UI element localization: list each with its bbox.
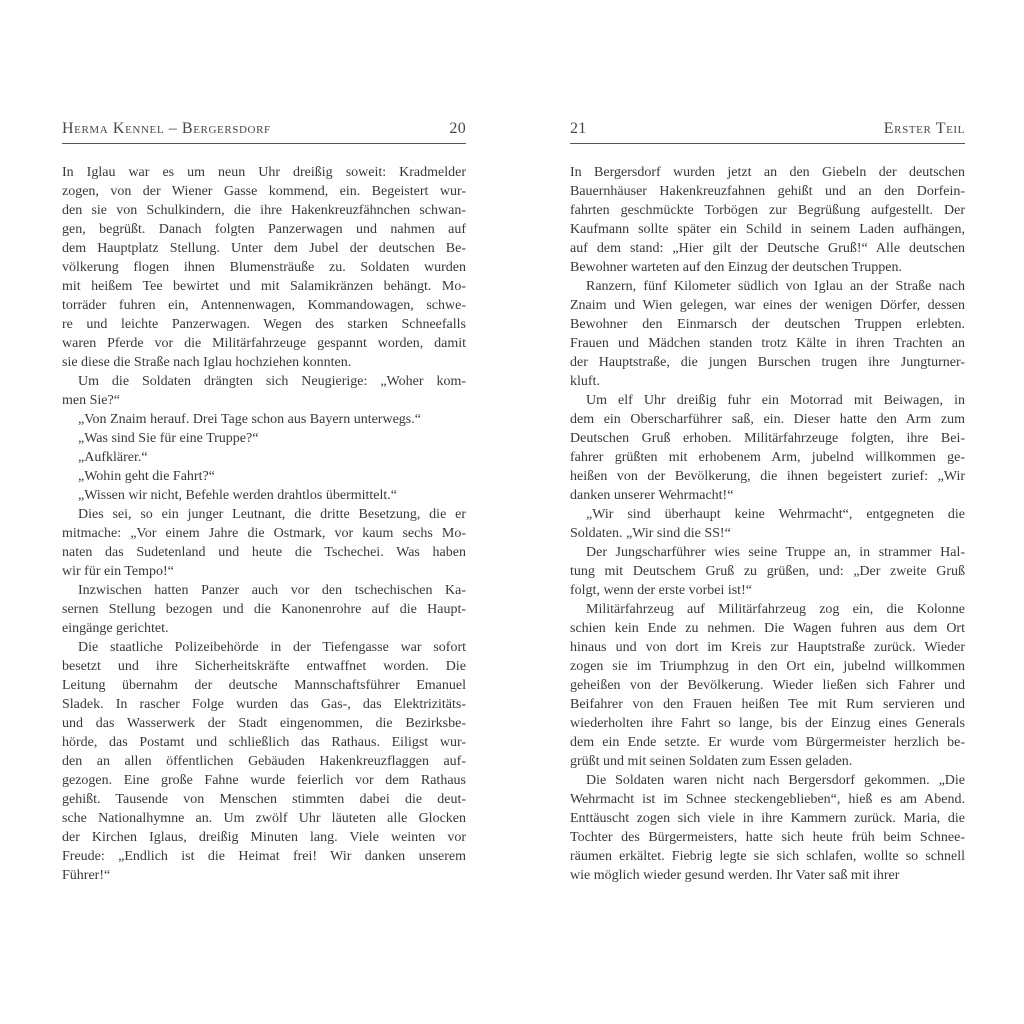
text-line: den sie von Schulkindern, die ihre Hakenkreuzfähnchen schwan-	[62, 203, 466, 218]
text-line: Soldaten. „Wir sind die SS!“	[570, 526, 731, 541]
text-line: Enttäuscht zogen sich viele in ihre Kammern zurück. Maria, die	[570, 811, 965, 826]
text-line: gezogen. Eine große Fahne wurde feierlich vor dem Rathaus	[62, 773, 466, 788]
text-line: Ranzern, fünf Kilometer südlich von Iglau an der Straße nach	[586, 279, 965, 294]
text-line: „Wir sind überhaupt keine Wehrmacht“, entgegneten die	[586, 507, 965, 522]
text-line: völkerung flogen ihnen Blumensträuße zu. Soldaten wurden	[62, 260, 466, 275]
page-number-right: 21	[570, 120, 587, 137]
text-line: Inzwischen hatten Panzer auch vor den tschechischen Ka-	[78, 583, 466, 598]
text-line: Deutschen Gruß erhoben. Militärfahrzeuge folgten, ihre Bei-	[570, 431, 965, 446]
text-line: Der Jungscharführer wies seine Truppe an, in strammer Hal-	[586, 545, 965, 560]
text-line: den an allen öffentlichen Gebäuden Hakenkreuzflaggen auf-	[62, 754, 466, 769]
page-number-left: 20	[449, 120, 466, 137]
text-line: auf dem stand: „Hier gilt der Deutsche Gruß!“ Alle deutschen	[570, 241, 965, 256]
text-line: dem Hauptplatz Stellung. Unter dem Jubel der deutschen Be-	[62, 241, 466, 256]
text-line: gehißt. Tausende von Menschen stimmten dabei die deut-	[62, 792, 466, 807]
text-line: geheißen von der Bevölkerung. Wieder ließen sich Fahrer und	[570, 678, 965, 693]
text-line: Militärfahrzeug auf Militärfahrzeug zog ein, die Kolonne	[586, 602, 965, 617]
text-line: „Wohin geht die Fahrt?“	[78, 469, 215, 484]
text-line: fahrten geschmückte Torbögen zur Begrüßung aufgestellt. Der	[570, 203, 965, 218]
text-line: hinaus und von dort im Kreis zur Hauptstraße zurück. Wieder	[570, 640, 965, 655]
text-line: räumen erkältet. Fiebrig legte sie sich schlafen, wollte so schnell	[570, 849, 965, 864]
text-line: men Sie?“	[62, 393, 120, 408]
text-line: schien kein Ende zu nehmen. Die Wagen fuhren aus dem Ort	[570, 621, 965, 636]
text-line: mit heißem Tee bewirtet und mit Salamikränzen behängt. Mo-	[62, 279, 466, 294]
text-line: Führer!“	[62, 868, 111, 883]
text-line: dem ein Oberscharführer saß, ein. Dieser hatte den Arm zum	[570, 412, 965, 427]
text-line: besetzt und ihre Sicherheitskräfte entwaffnet worden. Die	[62, 659, 466, 674]
text-line: danken unserer Wehrmacht!“	[570, 488, 734, 503]
running-header-left	[62, 120, 466, 138]
text-line: Frauen und Mädchen standen trotz Kälte in ihren Trachten an	[570, 336, 965, 351]
text-line: folgt, wenn der erste vorbei ist!“	[570, 583, 752, 598]
text-line: zogen, von der Wiener Gasse kommend, ein. Begeistert wur-	[62, 184, 466, 199]
text-line: Die Soldaten waren nicht nach Bergersdorf gekommen. „Die	[586, 773, 965, 788]
text-line: Tochter des Bürgermeisters, hatte sich heute früh beim Schnee-	[570, 830, 965, 845]
text-line: torräder fuhren ein, Antennenwagen, Kommandowagen, schwe-	[62, 298, 466, 313]
text-line: Znaim und Wien gelegen, war eines der wenigen Dörfer, dessen	[570, 298, 965, 313]
text-line: „Was sind Sie für eine Truppe?“	[78, 431, 259, 446]
text-line: gen, begrüßt. Danach folgten Panzerwagen und nahmen auf	[62, 222, 466, 237]
text-line: Bauernhäuser Hakenkreuzfahnen gehißt und an den Dorfein-	[570, 184, 965, 199]
text-line: und das Wasserwerk der Stadt eingenommen, die Bezirksbe-	[62, 716, 466, 731]
running-header-right	[570, 120, 965, 138]
text-line: wiederholten ihre Fahrt so lange, bis der Einzug eines Generals	[570, 716, 965, 731]
text-line: Sladek. In rascher Folge wurden das Gas-, das Elektrizitäts-	[62, 697, 466, 712]
text-line: Bewohner warteten auf den Einzug der deutschen Truppen.	[570, 260, 903, 275]
header-title-left: Herma Kennel – Bergersdorf	[62, 120, 271, 137]
page-body-left	[62, 163, 466, 885]
text-line: wie möglich wieder gesund werden. Ihr Vater saß mit ihrer	[570, 868, 900, 883]
text-line: Wehrmacht ist im Schnee steckengeblieben“, hieß es am Abend.	[570, 792, 965, 807]
page-body-right	[570, 163, 965, 885]
page-right	[570, 120, 965, 885]
text-line: wir für ein Tempo!“	[62, 564, 174, 579]
text-line: sie diese die Straße nach Iglau hochziehen konnten.	[62, 355, 352, 370]
text-line: re und leichte Panzerwagen. Wegen des starken Schneefalls	[62, 317, 466, 332]
text-line: Dies sei, so ein junger Leutnant, die dritte Besetzung, die er	[78, 507, 466, 522]
text-line: zogen sie im Triumphzug in den Ort ein, jubelnd willkommen	[570, 659, 965, 674]
text-line: sernen Stellung bezogen und die Kanonenrohre auf die Haupt-	[62, 602, 466, 617]
text-line: der Hauptstraße, die jungen Burschen trugen ihre Jungturner-	[570, 355, 965, 370]
text-line: naten das Sudetenland und heute die Tschechei. Was haben	[62, 545, 466, 560]
text-line: der Kirchen Iglaus, dreißig Minuten lang. Viele weinten vor	[62, 830, 466, 845]
text-line: „Von Znaim herauf. Drei Tage schon aus Bayern unterwegs.“	[78, 412, 421, 427]
text-line: „Wissen wir nicht, Befehle werden drahtlos übermittelt.“	[78, 488, 397, 503]
text-line: Die staatliche Polizeibehörde in der Tiefengasse war sofort	[78, 640, 466, 655]
text-line: Freude: „Endlich ist die Heimat frei! Wir danken unserem	[62, 849, 466, 864]
text-line: Bewohner den Einmarsch der deutschen Truppen erlebten.	[570, 317, 965, 332]
text-line: waren Pferde vor die Militärfahrzeuge gespannt worden, damit	[62, 336, 466, 351]
text-line: In Bergersdorf wurden jetzt an den Giebeln der deutschen	[570, 165, 965, 180]
text-line: Um elf Uhr dreißig fuhr ein Motorrad mit Beiwagen, in	[586, 393, 965, 408]
text-line: kluft.	[570, 374, 600, 389]
text-line: Um die Soldaten drängten sich Neugierige: „Woher kom-	[78, 374, 466, 389]
page-left	[62, 120, 466, 885]
text-line: Kaufmann sollte später ein Schild in seinem Laden aufhängen,	[570, 222, 965, 237]
text-line: dem ein Ende setzte. Er wurde vom Bürgermeister herzlich be-	[570, 735, 965, 750]
text-line: sche Nationalhymne an. Um zwölf Uhr läuteten alle Glocken	[62, 811, 466, 826]
text-line: fahrer grüßten mit erhobenem Arm, jubelnd willkommen ge-	[570, 450, 965, 465]
header-rule-right	[570, 143, 965, 144]
header-title-right: Erster Teil	[883, 120, 965, 137]
text-line: hörde, das Postamt und schließlich das Rathaus. Eiligst wur-	[62, 735, 466, 750]
text-line: In Iglau war es um neun Uhr dreißig soweit: Kradmelder	[62, 165, 466, 180]
text-line: mitmache: „Vor einem Jahre die Ostmark, vor kaum sechs Mo-	[62, 526, 466, 541]
header-rule-left	[62, 143, 466, 144]
text-line: heißen von der Bevölkerung, die ihnen begeistert zurief: „Wir	[570, 469, 965, 484]
text-line: Leitung übernahm der deutsche Mannschaftsführer Emanuel	[62, 678, 466, 693]
text-line: Beifahrer von den Frauen heißen Tee mit Rum servieren und	[570, 697, 965, 712]
text-line: tung mit Deutschem Gruß zu grüßen, und: „Der zweite Gruß	[570, 564, 965, 579]
text-line: grüßt und mit seinen Soldaten zum Essen geladen.	[570, 754, 853, 769]
text-line: eingänge gerichtet.	[62, 621, 169, 636]
text-line: „Aufklärer.“	[78, 450, 148, 465]
